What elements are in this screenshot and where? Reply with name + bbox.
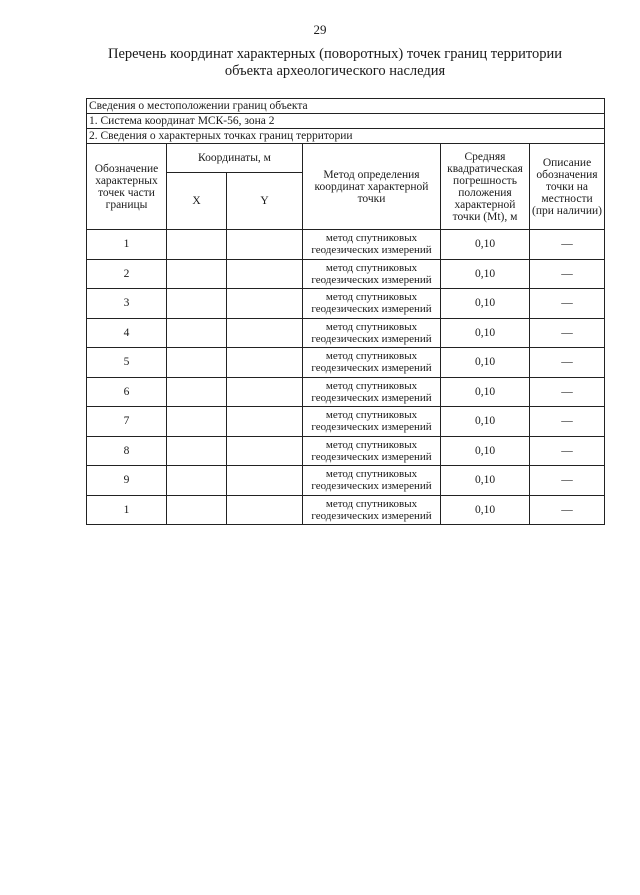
dash-mark: —	[561, 415, 573, 428]
description-cell	[530, 407, 605, 437]
coordinate-system-cell: 1. Система координат МСК-56, зона 2	[87, 114, 605, 129]
point-cell: 2	[87, 259, 167, 289]
x-cell	[167, 230, 227, 260]
dash-mark: —	[561, 356, 573, 369]
table-row	[87, 348, 605, 378]
accuracy-cell: 0,10	[441, 259, 530, 289]
method-cell: метод спутниковых геодезических измерений	[303, 377, 441, 407]
description-cell	[530, 377, 605, 407]
method-cell: метод спутниковых геодезических измерений	[303, 230, 441, 260]
section-header-cell: Сведения о местоположении границ объекта	[87, 99, 605, 114]
y-cell	[227, 230, 303, 260]
accuracy-cell: 0,10	[441, 377, 530, 407]
method-cell: метод спутниковых геодезических измерений	[303, 259, 441, 289]
point-cell: 6	[87, 377, 167, 407]
points-header-cell: 2. Сведения о характерных точках границ территории	[87, 129, 605, 144]
table-row	[87, 259, 605, 289]
dash-mark: —	[561, 503, 573, 516]
description-column-header: Описание обозначения точки на местности (при наличии)	[530, 144, 605, 230]
point-cell: 1	[87, 230, 167, 260]
method-cell: метод спутниковых геодезических измерений	[303, 289, 441, 319]
description-cell	[530, 318, 605, 348]
accuracy-cell: 0,10	[441, 407, 530, 437]
document-title	[80, 46, 590, 80]
point-cell: 1	[87, 495, 167, 525]
method-cell: метод спутниковых геодезических измерений	[303, 318, 441, 348]
table-row	[87, 407, 605, 437]
point-cell: 5	[87, 348, 167, 378]
x-cell	[167, 495, 227, 525]
table-row	[87, 289, 605, 319]
method-cell: метод спутниковых геодезических измерений	[303, 466, 441, 496]
y-cell	[227, 495, 303, 525]
dash-mark: —	[561, 297, 573, 310]
x-cell	[167, 318, 227, 348]
x-cell	[167, 466, 227, 496]
x-cell	[167, 377, 227, 407]
x-cell	[167, 436, 227, 466]
accuracy-cell: 0,10	[441, 466, 530, 496]
accuracy-cell: 0,10	[441, 348, 530, 378]
y-cell	[227, 318, 303, 348]
method-column-header: Метод определения координат характерной точки	[303, 144, 441, 230]
y-cell	[227, 407, 303, 437]
description-cell	[530, 436, 605, 466]
accuracy-cell: 0,10	[441, 495, 530, 525]
table-row	[87, 230, 605, 260]
points-header-row	[87, 129, 605, 144]
accuracy-column-header: Средняя квадратическая погрешность положения характерной точки (Mt), м	[441, 144, 530, 230]
x-cell	[167, 259, 227, 289]
coordinate-system-row	[87, 114, 605, 129]
description-cell	[530, 259, 605, 289]
method-cell: метод спутниковых геодезических измерений	[303, 348, 441, 378]
column-header-row	[87, 144, 605, 173]
point-cell: 7	[87, 407, 167, 437]
page-number: 29	[313, 22, 327, 37]
description-cell	[530, 495, 605, 525]
x-cell	[167, 348, 227, 378]
y-column-header: Y	[227, 173, 303, 230]
document-title-line-1: Перечень координат характерных (поворотных) точек границ территории	[107, 46, 563, 62]
x-cell	[167, 289, 227, 319]
document-title-line-2: объекта археологического наследия	[224, 63, 446, 79]
dash-mark: —	[561, 326, 573, 339]
description-cell	[530, 289, 605, 319]
accuracy-cell: 0,10	[441, 318, 530, 348]
y-cell	[227, 466, 303, 496]
dash-mark: —	[561, 238, 573, 251]
y-cell	[227, 436, 303, 466]
table-row	[87, 377, 605, 407]
y-cell	[227, 348, 303, 378]
y-cell	[227, 377, 303, 407]
method-cell: метод спутниковых геодезических измерений	[303, 495, 441, 525]
designation-column-header: Обозначение характерных точек части границы	[87, 144, 167, 230]
description-cell	[530, 466, 605, 496]
coordinates-column-header: Координаты, м	[167, 144, 303, 173]
dash-mark: —	[561, 267, 573, 280]
accuracy-cell: 0,10	[441, 230, 530, 260]
point-cell: 4	[87, 318, 167, 348]
dash-mark: —	[561, 474, 573, 487]
x-cell	[167, 407, 227, 437]
x-column-header: X	[167, 173, 227, 230]
table-row	[87, 466, 605, 496]
dash-mark: —	[561, 444, 573, 457]
description-cell	[530, 348, 605, 378]
coordinates-table	[86, 98, 605, 525]
accuracy-cell: 0,10	[441, 436, 530, 466]
accuracy-cell: 0,10	[441, 289, 530, 319]
section-header-row	[87, 99, 605, 114]
method-cell: метод спутниковых геодезических измерений	[303, 407, 441, 437]
table-row	[87, 318, 605, 348]
table-row	[87, 495, 605, 525]
y-cell	[227, 289, 303, 319]
point-cell: 3	[87, 289, 167, 319]
description-cell	[530, 230, 605, 260]
point-cell: 9	[87, 466, 167, 496]
y-cell	[227, 259, 303, 289]
point-cell: 8	[87, 436, 167, 466]
table-row	[87, 436, 605, 466]
method-cell: метод спутниковых геодезических измерений	[303, 436, 441, 466]
dash-mark: —	[561, 385, 573, 398]
